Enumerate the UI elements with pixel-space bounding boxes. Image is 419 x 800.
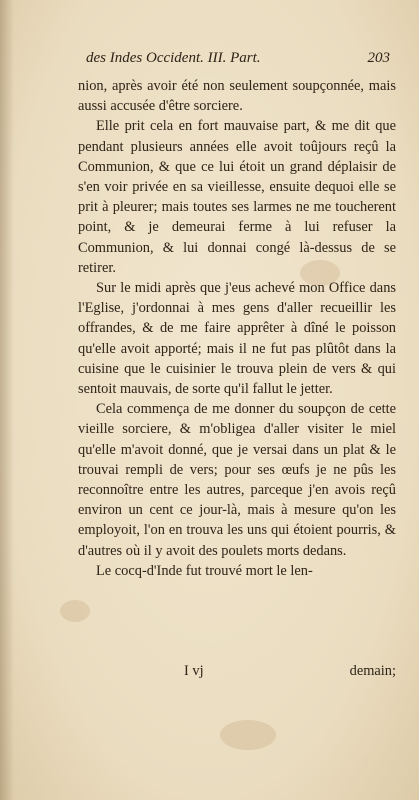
signature-mark: I vj — [184, 663, 204, 679]
page-number: 203 — [367, 50, 390, 66]
paper-stain — [220, 720, 276, 750]
paragraph-continuation: nion, après avoir été non seulement soupçonnée, mais aussi accusée d'être sorciere. — [78, 78, 396, 115]
gutter-shadow — [0, 0, 14, 800]
paper-stain — [60, 600, 90, 622]
running-title: des Indes Occident. III. Part. — [86, 50, 261, 66]
catchword: demain; — [349, 663, 396, 679]
running-header — [86, 50, 390, 70]
page-footer — [78, 663, 396, 683]
paragraph: Sur le midi après que j'eus achevé mon Office dans l'Eglise, j'ordonnai à mes gens d'aller recueillir les offrandes, & de me faire apprêter à dîné le poisson qu'elle avoit apporté; mais il ne fut pas plûtôt dans la cuisine que le cuisinier le trouva plein de vers & qui sentoit mauvais, de sorte qu'il fallut le jetter. — [78, 280, 396, 398]
paragraph: Le cocq-d'Inde fut trouvé mort le len- — [96, 562, 313, 579]
body-text — [78, 76, 396, 581]
paragraph: Cela commença de me donner du soupçon de cette vieille sorciere, & m'obligea d'aller visiter le miel qu'elle m'avoit donné, que je versai dans un plat & le trouvai rempli de vers; pour ses œufs je ne pûs les reconnoître entre les autres, parceque j'en avois reçû environ un cent ce jour-là, mais à mesure qu'on les employoit, l'on en trouva les uns qui étoient pourris, & d'autres où il y avoit des poulets morts dedans. — [78, 401, 396, 559]
paragraph: Elle prit cela en fort mauvaise part, & me dit que pendant plusieurs années elle avoit toûjours reçû la Communion, & que ce lui étoit un grand déplaisir de s'en voir privée en sa vieillesse, ensuite dequoi elle se prit à pleurer; mais toutes ses larmes ne me toucherent point, & je demeurai ferme à lui refuser la Communion, & lui donnai congé là-dessus de se retirer. — [78, 118, 396, 276]
